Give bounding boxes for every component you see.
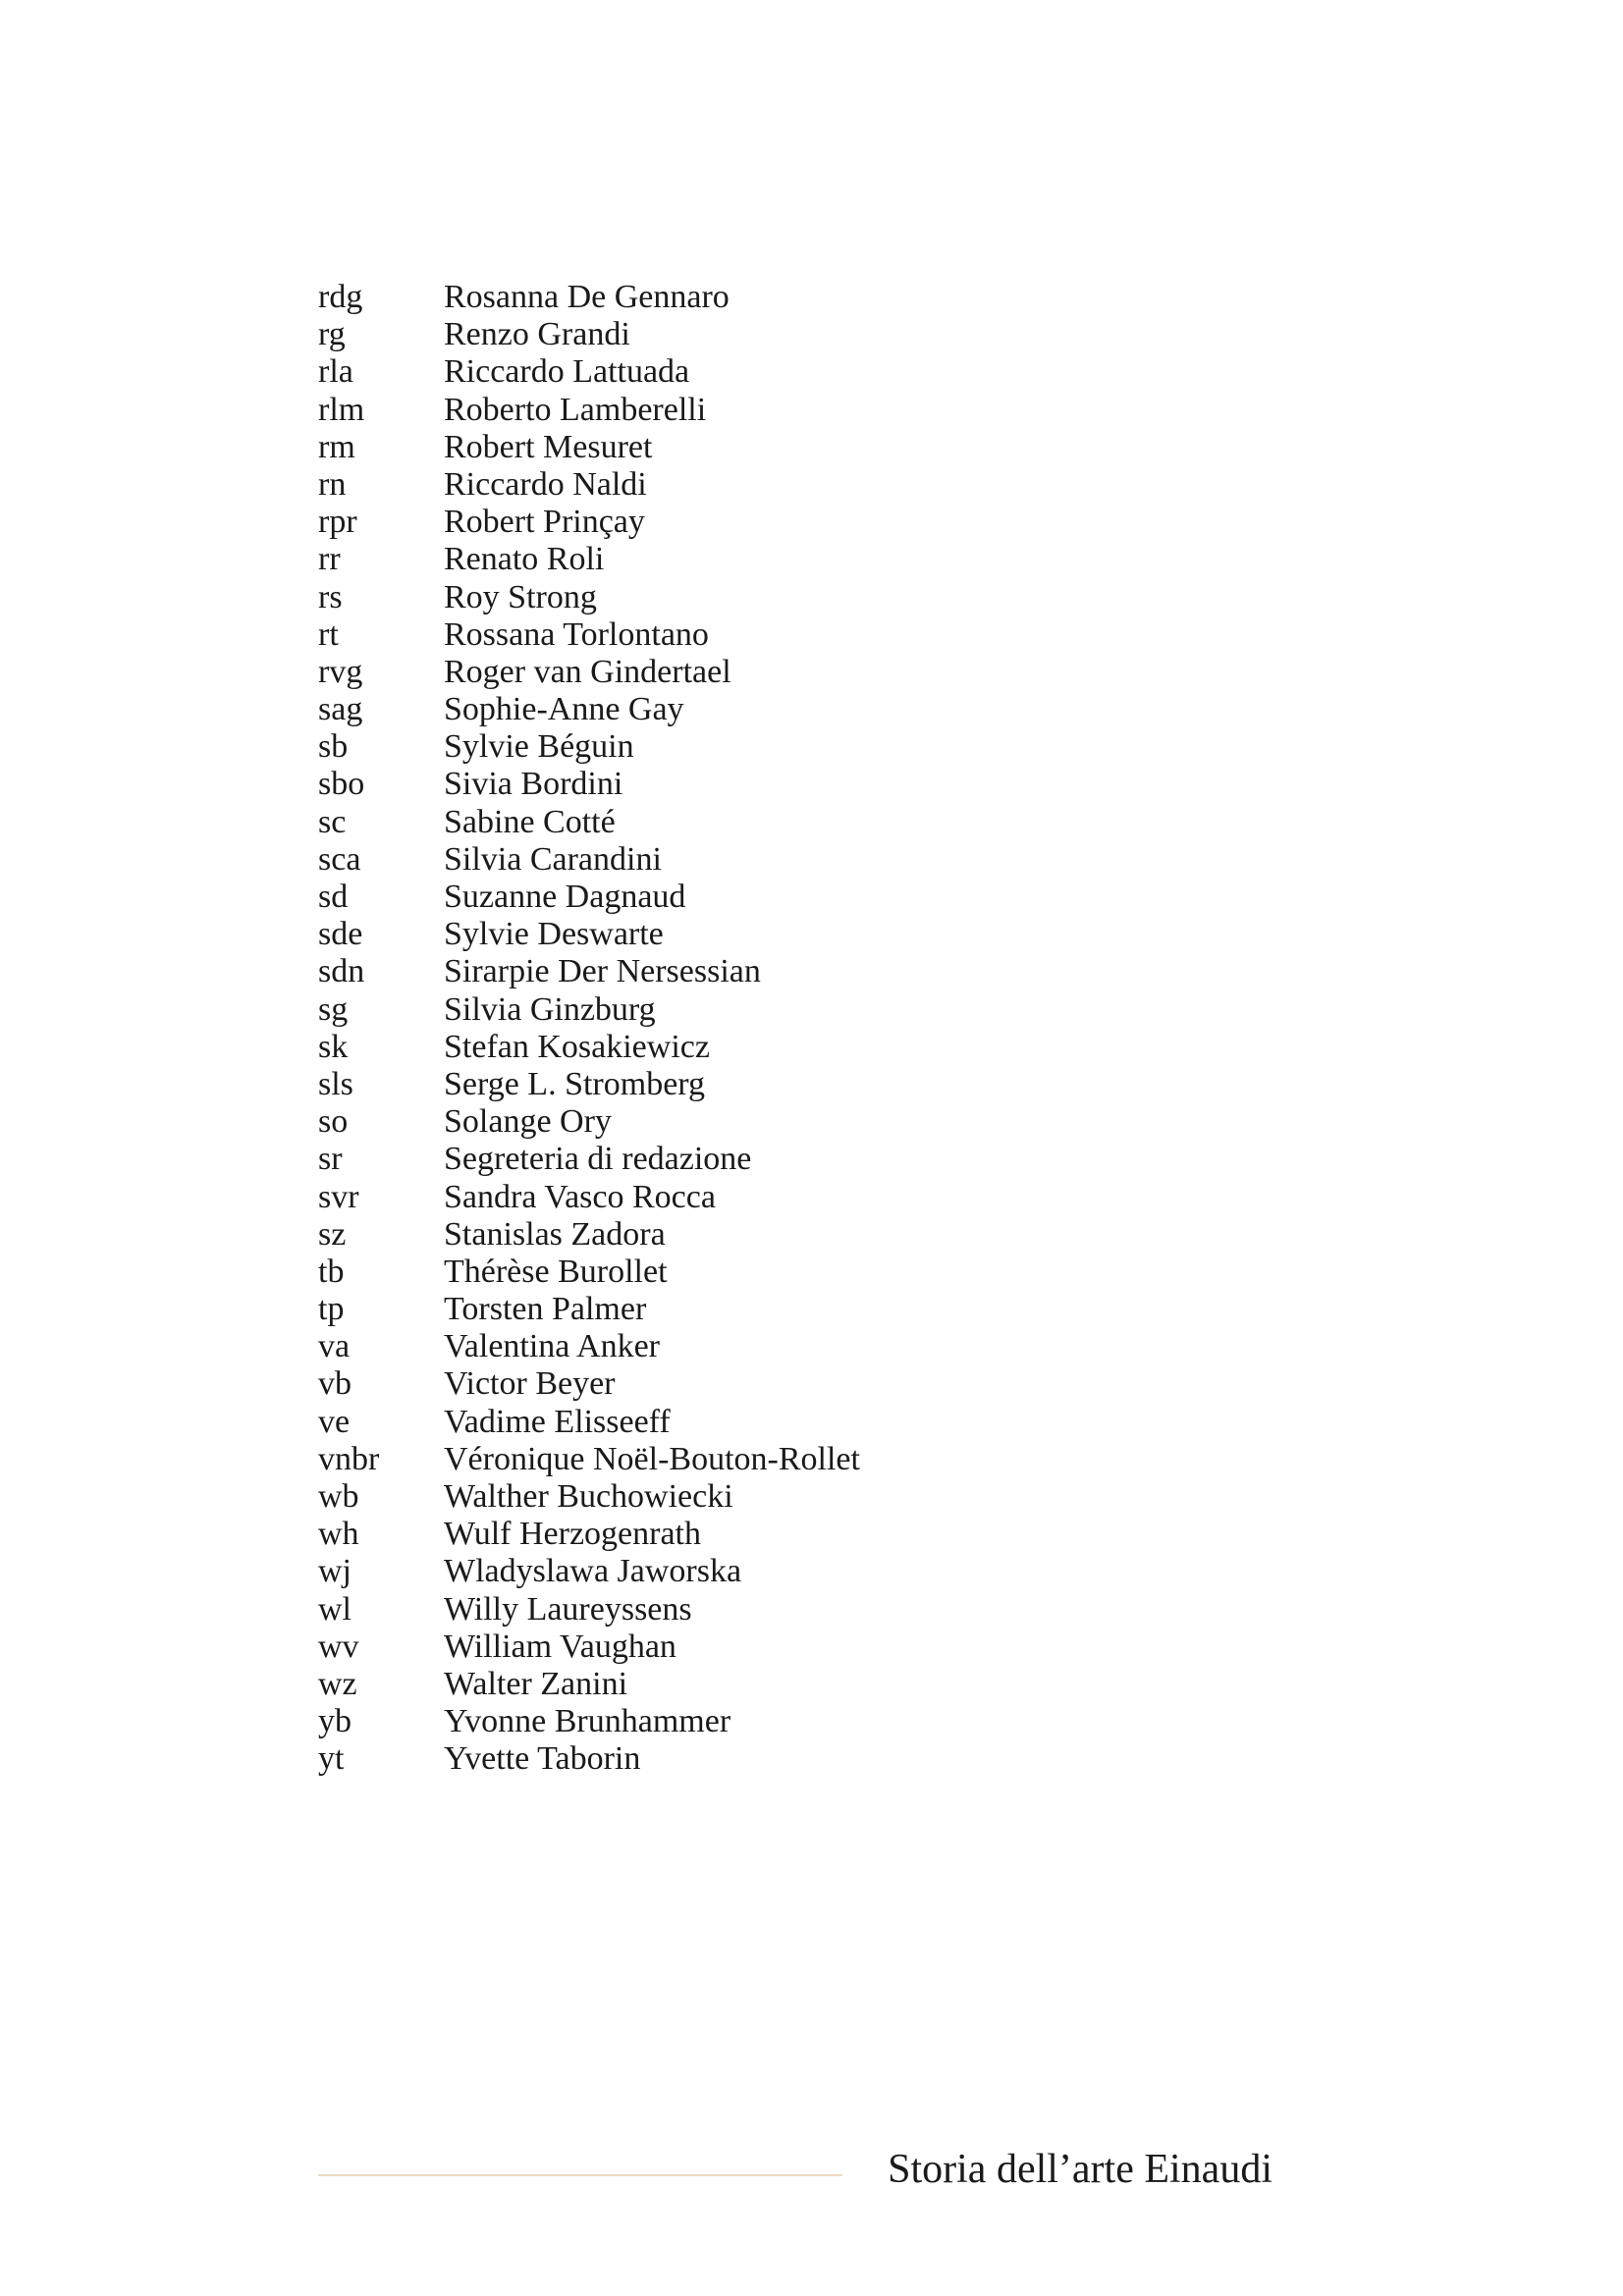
entry-name: Sylvie Béguin [444,728,634,766]
entry-name: Rosanna De Gennaro [444,279,730,315]
entry-name: Wulf Herzogenrath [444,1516,702,1553]
entry-abbreviation: rg [318,316,346,353]
entry-abbreviation: wh [318,1516,359,1553]
entry-abbreviation: rpr [318,504,357,541]
entry-abbreviation: sbo [318,766,365,803]
entry-name: Silvia Carandini [444,840,662,878]
list-item [318,541,860,578]
entry-abbreviation: sz [318,1215,347,1253]
entry-abbreviation: wv [318,1628,359,1665]
list-item [318,1141,860,1178]
entry-abbreviation: ve [318,1403,351,1440]
list-item [318,1666,860,1703]
entry-name: Wladyslawa Jaworska [444,1553,742,1590]
entry-name: Sirarpie Der Nersessian [444,953,761,990]
entry-name: Segreteria di redazione [444,1141,752,1178]
list-item [318,879,860,916]
list-item [318,1029,860,1066]
entry-name: Renato Roli [444,541,605,578]
entry-abbreviation: wj [318,1553,352,1590]
entry-abbreviation: so [318,1103,349,1141]
list-item [318,1478,860,1516]
list-item [318,1179,860,1216]
entry-name: Victor Beyer [444,1365,616,1403]
entry-name: Renzo Grandi [444,316,630,353]
entry-name: Stanislas Zadora [444,1215,666,1253]
entry-abbreviation: wz [318,1665,357,1702]
entry-abbreviation: sb [318,728,349,766]
entry-name: Yvonne Brunhammer [444,1703,731,1740]
entry-abbreviation: wl [318,1590,352,1628]
entry-abbreviation: sls [318,1065,353,1102]
entry-abbreviation: tp [318,1291,345,1328]
entry-abbreviation: sg [318,990,349,1028]
list-item [318,1328,860,1365]
list-item [318,728,860,766]
entry-name: Sandra Vasco Rocca [444,1178,716,1215]
list-item [318,1066,860,1103]
entry-abbreviation: rm [318,428,355,465]
entry-abbreviation: va [318,1328,351,1365]
entry-abbreviation: yt [318,1740,345,1778]
entry-name: Silvia Ginzburg [444,990,656,1028]
list-item [318,429,860,466]
entry-name: Robert Prinçay [444,504,645,541]
entry-name: Suzanne Dagnaud [444,879,686,915]
entry-abbreviation: vnbr [318,1440,380,1477]
page-footer [318,2140,1272,2199]
entry-abbreviation: sag [318,691,363,728]
list-item [318,804,860,841]
entry-name: Sophie-Anne Gay [444,691,684,728]
entry-name: Stefan Kosakiewicz [444,1028,710,1065]
entry-name: Walther Buchowiecki [444,1478,733,1515]
entry-name: Roy Strong [444,578,597,615]
list-item [318,392,860,429]
entry-abbreviation: rr [318,541,341,578]
contributor-list [318,279,860,1779]
footer-title: Storia dell’arte Einaudi [888,2147,1272,2192]
list-item [318,991,860,1029]
list-item [318,1629,860,1666]
entry-name: Yvette Taborin [444,1740,641,1778]
entry-name: Riccardo Lattuada [444,353,690,391]
list-item [318,353,860,391]
list-item [318,1441,860,1478]
list-item [318,841,860,879]
entry-name: Rossana Torlontano [444,615,709,653]
entry-abbreviation: sc [318,803,347,840]
list-item [318,579,860,616]
list-item [318,1740,860,1778]
entry-name: Roberto Lamberelli [444,391,707,428]
entry-abbreviation: rn [318,465,347,503]
entry-name: Thérèse Burollet [444,1253,668,1290]
list-item [318,654,860,691]
entry-name: Sylvie Deswarte [444,916,664,953]
entry-abbreviation: rla [318,353,353,391]
entry-abbreviation: sr [318,1141,343,1178]
entry-name: Sabine Cotté [444,803,616,840]
entry-abbreviation: sde [318,916,363,953]
entry-name: Vadime Elisseeff [444,1403,671,1440]
list-item [318,691,860,728]
list-item [318,1516,860,1553]
list-item [318,279,860,316]
entry-abbreviation: sk [318,1028,349,1065]
entry-name: Walter Zanini [444,1665,628,1702]
list-item [318,1553,860,1590]
list-item [318,953,860,990]
list-item [318,1404,860,1441]
entry-name: Riccardo Naldi [444,465,647,503]
entry-abbreviation: vb [318,1365,352,1403]
entry-abbreviation: sca [318,840,361,878]
list-item [318,1365,860,1403]
list-item [318,466,860,504]
entry-name: Roger van Gindertael [444,653,731,690]
entry-name: William Vaughan [444,1628,676,1665]
entry-name: Willy Laureyssens [444,1590,692,1628]
entry-name: Torsten Palmer [444,1291,647,1328]
entry-abbreviation: svr [318,1178,359,1215]
entry-abbreviation: sdn [318,953,365,990]
entry-name: Robert Mesuret [444,428,653,465]
entry-name: Solange Ory [444,1103,612,1141]
entry-abbreviation: rlm [318,391,365,428]
entry-name: Véronique Noël-Bouton-Rollet [444,1440,860,1477]
entry-name: Valentina Anker [444,1328,660,1365]
entry-abbreviation: wb [318,1478,359,1515]
entry-abbreviation: rdg [318,279,363,315]
list-item [318,1103,860,1141]
list-item [318,1254,860,1291]
entry-abbreviation: sd [318,879,349,915]
list-item [318,1291,860,1328]
entry-abbreviation: rs [318,578,343,615]
list-item [318,916,860,953]
entry-abbreviation: rt [318,615,339,653]
entry-abbreviation: tb [318,1253,345,1290]
entry-name: Sivia Bordini [444,766,623,803]
list-item [318,316,860,353]
list-item [318,504,860,541]
list-item [318,1216,860,1254]
entry-name: Serge L. Stromberg [444,1065,705,1102]
footer-rule [318,2174,842,2176]
entry-abbreviation: rvg [318,653,363,690]
list-item [318,616,860,654]
list-item [318,1703,860,1740]
entry-abbreviation: yb [318,1703,352,1740]
list-item [318,766,860,803]
list-item [318,1591,860,1629]
